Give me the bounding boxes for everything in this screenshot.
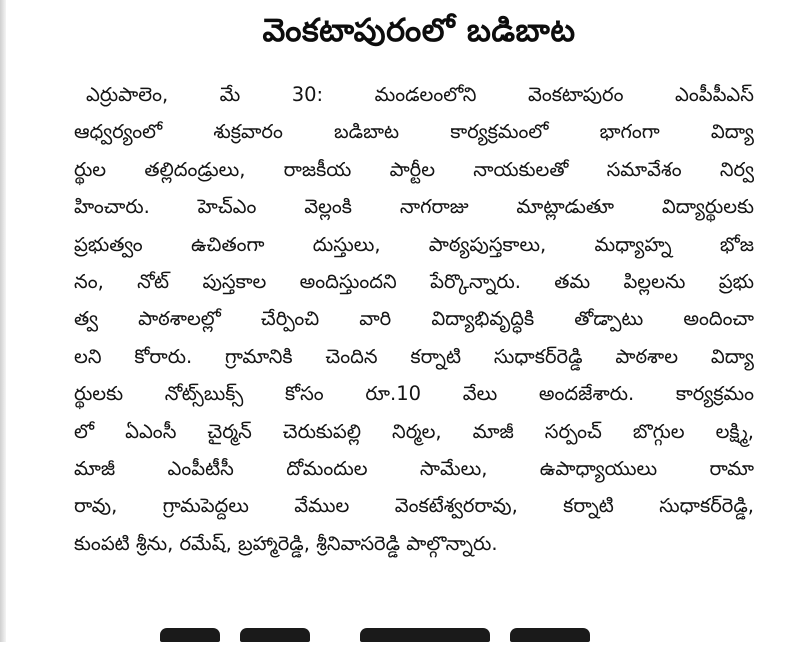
article-headline: వెంకటాపురంలో బడిబాట	[262, 11, 576, 49]
body-line: ప్రభుత్వం ఉచితంగా దుస్తులు, పాఠ్యపుస్తకాలు, మధ్యాహ్న భోజ	[74, 232, 754, 256]
body-line: త్వ పాఠశాలల్లో చేర్పించి వారి విద్యాభివృద్ధికి తోడ్పాటు అందించా	[74, 307, 754, 331]
body-line: మాజీ ఎంపీటీసీ దోమందుల సామేలు, ఉపాధ్యాయులు రామా	[74, 456, 754, 480]
body-line: లని కోరారు. గ్రామానికి చెందిన కర్నాటి సుధాకర్‌రెడ్డి పాఠశాల విద్యా	[74, 344, 754, 368]
article-body	[74, 76, 754, 562]
next-article-headline-cropped	[90, 622, 610, 662]
body-line: ర్థుల తల్లిదండ్రులు, రాజకీయ పార్టీల నాయకులతో సమావేశం నిర్వ	[74, 157, 754, 181]
body-line: హించారు. హెచ్‌ఎం వెల్లంకి నాగరాజు మాట్లాడుతూ విద్యార్థులకు	[74, 195, 754, 219]
body-line: ఎర్రుపాలెం, మే 30: మండలంలోని వెంకటాపురం ఎంపీపీఎస్	[86, 83, 754, 106]
left-margin-rule	[0, 0, 6, 642]
news-clipping	[74, 0, 764, 642]
body-line: ర్థులకు నోట్స్‌బుక్స్ కోసం రూ.10 వేలు అందజేశారు. కార్యక్రమం	[74, 382, 754, 406]
body-line: రావు, గ్రామపెద్దలు వేముల వెంకటేశ్వరరావు, కర్నాటి సుధాకర్‌రెడ్డి,	[74, 494, 754, 518]
body-line: ఆధ్వర్యంలో శుక్రవారం బడిబాట కార్యక్రమంలో భాగంగా విద్యా	[74, 120, 754, 144]
body-line: కుంపటి శ్రీను, రమేష్, బ్రహ్మారెడ్డి, శ్రీనివాసరెడ్డి పాల్గొన్నారు.	[74, 531, 498, 555]
body-line: నం, నోట్ పుస్తకాల అందిస్తుందని పేర్కొన్నారు. తమ పిల్లలను ప్రభు	[74, 269, 754, 293]
body-line: లో ఏఎంసీ చైర్మన్ చెరుకుపల్లి నిర్మల, మాజీ సర్పంచ్ బొగ్గుల లక్ష్మి,	[74, 419, 754, 443]
